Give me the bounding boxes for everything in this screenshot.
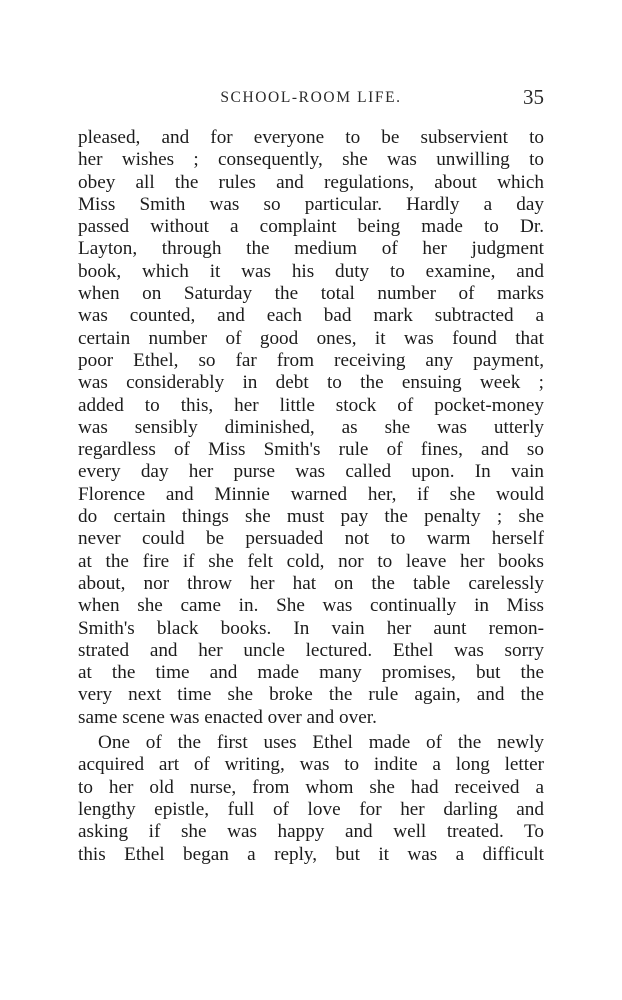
text-line: strated and her uncle lectured. Ethel was sorry xyxy=(78,639,544,661)
text-line: One of the first uses Ethel made of the newly xyxy=(98,732,544,754)
text-line: to her old nurse, from whom she had received a xyxy=(78,776,544,798)
running-head xyxy=(78,86,544,110)
text-line: passed without a complaint being made to Dr. xyxy=(78,216,544,238)
text-line: certain number of good ones, it was found that xyxy=(78,327,544,349)
text-line: Layton, through the medium of her judgment xyxy=(78,238,544,260)
paragraph-2 xyxy=(78,732,544,866)
text-line: do certain things she must pay the penalty ; she xyxy=(78,506,544,528)
text-line: same scene was enacted over and over. xyxy=(78,706,377,728)
text-line: when on Saturday the total number of marks xyxy=(78,283,544,305)
text-line: obey all the rules and regulations, about which xyxy=(78,171,544,193)
text-line: Smith's black books. In vain her aunt remon- xyxy=(78,617,544,639)
page-number: 35 xyxy=(523,85,544,109)
text-line: book, which it was his duty to examine, and xyxy=(78,260,544,282)
text-line: Florence and Minnie warned her, if she would xyxy=(78,483,544,505)
text-line: regardless of Miss Smith's rule of fines, and so xyxy=(78,439,544,461)
text-line: never could be persuaded not to warm herself xyxy=(78,528,544,550)
text-line: acquired art of writing, was to indite a long letter xyxy=(78,754,544,776)
text-line: very next time she broke the rule again, and the xyxy=(78,684,544,706)
text-line: added to this, her little stock of pocket-money xyxy=(78,394,544,416)
text-line: was counted, and each bad mark subtracted a xyxy=(78,305,544,327)
text-line: was considerably in debt to the ensuing week ; xyxy=(78,372,544,394)
text-line: at the time and made many promises, but the xyxy=(78,662,544,684)
text-line: about, nor throw her hat on the table carelessly xyxy=(78,572,544,594)
text-line: this Ethel began a reply, but it was a difficult xyxy=(78,843,544,865)
text-line: at the fire if she felt cold, nor to leave her books xyxy=(78,550,544,572)
text-line: when she came in. She was continually in Miss xyxy=(78,595,544,617)
text-line: every day her purse was called upon. In vain xyxy=(78,461,544,483)
text-line: Miss Smith was so particular. Hardly a day xyxy=(78,193,544,215)
text-line: pleased, and for everyone to be subservient to xyxy=(78,127,544,148)
text-line: lengthy epistle, full of love for her darling and xyxy=(78,798,544,820)
text-line: poor Ethel, so far from receiving any payment, xyxy=(78,349,544,371)
text-body xyxy=(78,127,544,866)
text-line: her wishes ; consequently, she was unwilling to xyxy=(78,149,544,171)
paragraph-1 xyxy=(78,127,544,729)
text-line: asking if she was happy and well treated. To xyxy=(78,821,544,843)
running-title: SCHOOL-ROOM LIFE. xyxy=(220,89,402,106)
text-line: was sensibly diminished, as she was utterly xyxy=(78,416,544,438)
